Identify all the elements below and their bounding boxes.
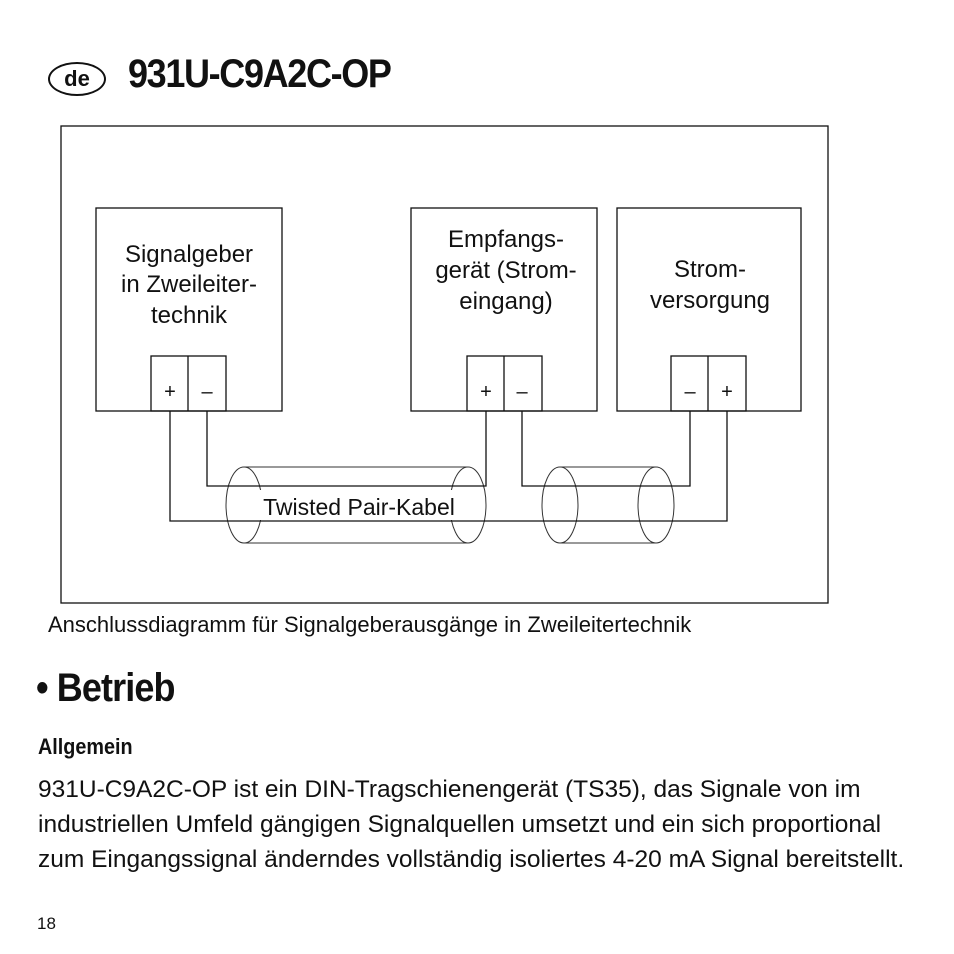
transmitter-terminal-plus: + — [164, 381, 176, 403]
wire-transmitter-minus-to-receiver-plus — [207, 411, 486, 486]
diagram-frame — [61, 126, 828, 603]
transmitter-label-line-3: technik — [150, 302, 228, 329]
twisted-pair-cable-2 — [542, 467, 674, 543]
transmitter-label-line-2: in Zweileiter- — [120, 271, 258, 298]
receiver-label-line-1: Empfangs- — [447, 226, 565, 253]
power-supply-label-line-1: Strom- — [674, 256, 746, 283]
page-title: 931U-C9A2C-OP — [128, 52, 391, 96]
body-paragraph: 931U-C9A2C-OP ist ein DIN-Tragschienengerät (TS35), das Signale von im industriellen Umfeld gängigen Signalquellen umsetzt und ein sich proportional zum Eingangssignal änderndes vollständig isoliertes 4-20 mA Signal bereitstellt. — [38, 776, 905, 873]
power-supply-label-line-2: versorgung — [649, 287, 771, 314]
section-heading: • Betrieb — [36, 666, 175, 710]
power-supply-terminal-minus: – — [684, 381, 696, 403]
diagram-caption: Anschlussdiagramm für Signalgeberausgänge in Zweileitertechnik — [48, 612, 692, 637]
wire-receiver-minus-to-power-minus — [522, 411, 690, 486]
transmitter-terminal-minus: – — [201, 381, 213, 403]
receiver-terminal-plus: + — [480, 381, 492, 403]
receiver-terminal-minus: – — [516, 381, 528, 403]
receiver-label-line-3: eingang) — [459, 288, 553, 315]
subsection-heading: Allgemein — [38, 734, 133, 759]
page-number: 18 — [37, 914, 56, 933]
power-supply-terminal-plus: + — [721, 381, 733, 403]
receiver-label-line-2: gerät (Strom- — [435, 257, 577, 284]
language-badge: de — [48, 62, 106, 96]
transmitter-label-line-1: Signalgeber — [124, 241, 254, 268]
cable-label: Twisted Pair-Kabel — [263, 494, 455, 520]
